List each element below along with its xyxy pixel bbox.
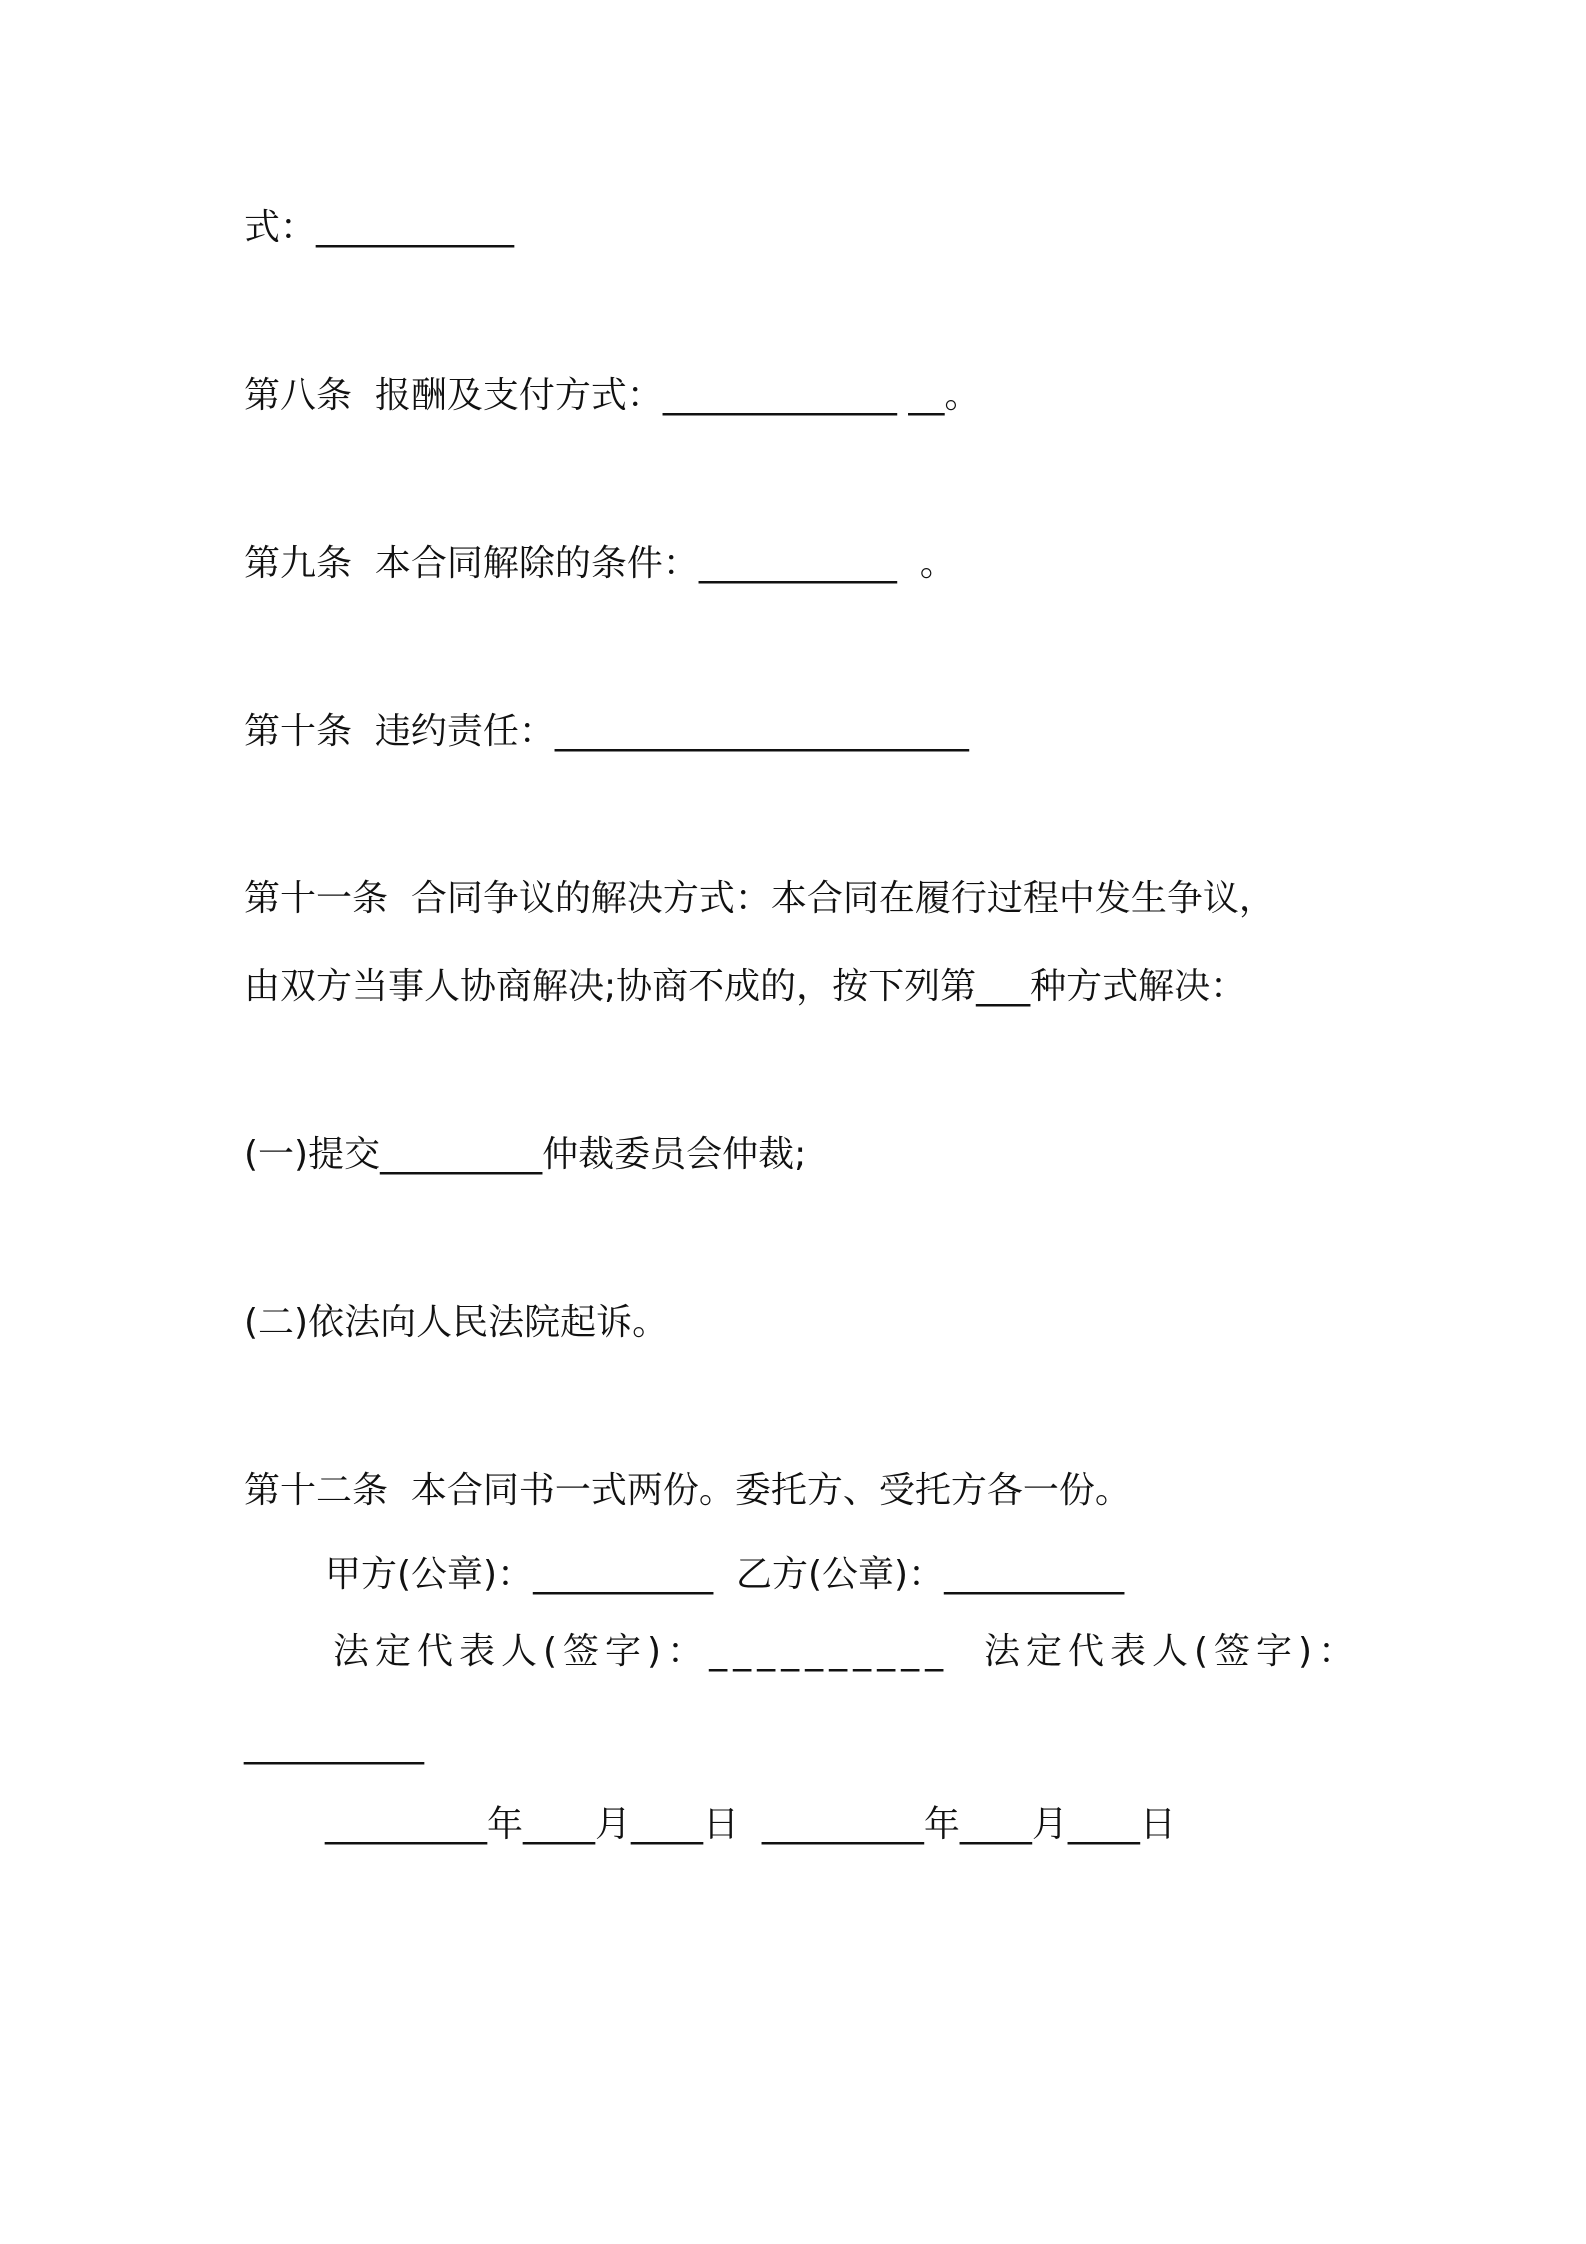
clause-11-line-2: 由双方当事人协商解决;协商不成的，按下列第___种方式解决： <box>244 966 1247 1007</box>
clause-10: 第十条 违约责任：_______________________ <box>244 711 969 752</box>
clause-9: 第九条 本合同解除的条件：___________ 。 <box>244 543 956 584</box>
clause-12: 第十二条 本合同书一式两份。委托方、受托方各一份。 <box>244 1470 1131 1511</box>
signature-party-line: 甲方(公章)：__________ 乙方(公章)：__________ <box>325 1554 1125 1595</box>
signature-date-line: _________年____月____日 _________年____月____日 <box>325 1804 1176 1845</box>
signature-representative-blank: __________ <box>244 1724 424 1765</box>
clause-8: 第八条 报酬及支付方式：_____________ __。 <box>244 375 981 416</box>
signature-representative-line: 法定代表人(签字)：__________ 法定代表人(签字)： <box>333 1631 1361 1672</box>
clause-11-line-1: 第十一条 合同争议的解决方式：本合同在履行过程中发生争议， <box>244 878 1275 919</box>
option-1: (一)提交_________仲裁委员会仲裁; <box>244 1134 807 1175</box>
clause-7-continuation: 式：___________ <box>244 207 515 248</box>
option-2: (二)依法向人民法院起诉。 <box>244 1302 669 1343</box>
